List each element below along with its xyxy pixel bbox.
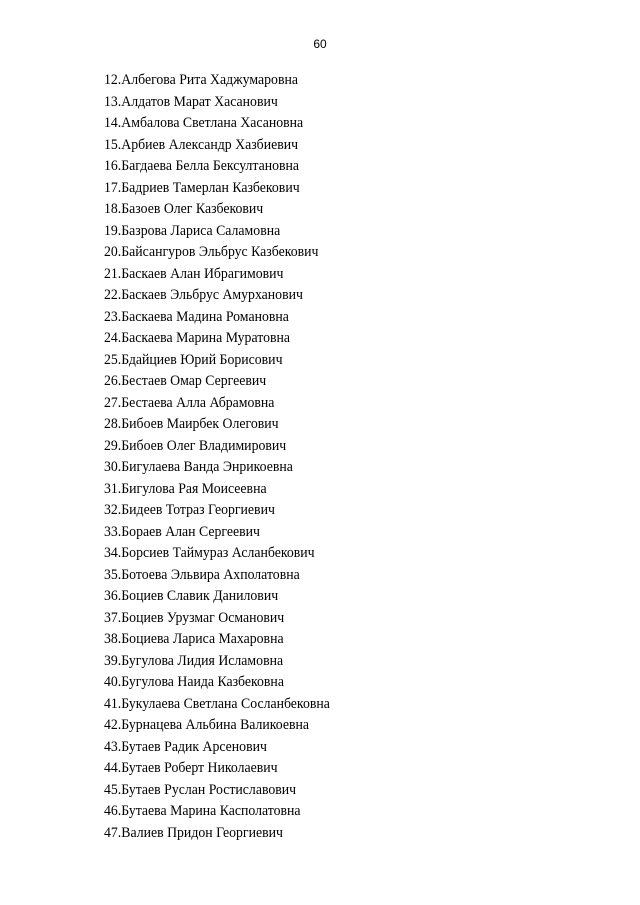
list-item: 16.Багдаева Белла Бексултановна	[104, 158, 300, 174]
page-number: 60	[313, 37, 327, 51]
list-item: 32.Бидеев Тотраз Георгиевич	[104, 502, 275, 518]
list-item: 31.Бигулова Рая Моисеевна	[104, 480, 267, 497]
list-item: 42.Бурнацева Альбина Валикоевна	[104, 717, 310, 733]
list-item: 26.Бестаев Омар Сергеевич	[104, 373, 267, 389]
list-item: 13.Алдатов Марат Хасанович	[104, 93, 278, 110]
list-item: 33.Бораев Алан Сергеевич	[104, 523, 260, 540]
list-item: 29.Бибоев Олег Владимирович	[104, 437, 287, 454]
list-item: 14.Амбалова Светлана Хасановна	[104, 115, 304, 131]
list-item: 37.Боциев Урузмаг Османович	[104, 609, 285, 626]
list-item: 17.Бадриев Тамерлан Казбекович	[104, 179, 300, 196]
list-item: 46.Бутаева Марина Касполатовна	[104, 803, 301, 819]
list-item: 38.Боциева Лариса Махаровна	[104, 631, 284, 647]
list-item: 47.Валиев Придон Георгиевич	[104, 824, 283, 841]
list-item: 27.Бестаева Алла Абрамовна	[104, 394, 275, 411]
list-item: 44.Бутаев Роберт Николаевич	[104, 760, 278, 776]
name-list	[104, 70, 350, 844]
list-item: 34.Борсиев Таймураз Асланбекович	[104, 545, 315, 561]
list-item: 25.Бдайциев Юрий Борисович	[104, 351, 283, 368]
list-item: 21.Баскаев Алан Ибрагимович	[104, 265, 284, 282]
list-item: 20.Байсангуров Эльбрус Казбекович	[104, 244, 319, 260]
list-item: 40.Бугулова Наида Казбековна	[104, 674, 284, 690]
list-item: 15.Арбиев Александр Хазбиевич	[104, 136, 299, 153]
list-item: 18.Базоев Олег Казбекович	[104, 201, 264, 217]
list-item: 45.Бутаев Руслан Ростиславович	[104, 781, 297, 798]
list-item: 41.Букулаева Светлана Сосланбековна	[104, 695, 330, 712]
list-item: 23.Баскаева Мадина Романовна	[104, 308, 289, 325]
list-item: 30.Бигулаева Ванда Энрикоевна	[104, 459, 293, 475]
list-item: 12.Албегова Рита Хаджумаровна	[104, 72, 298, 88]
list-item: 22.Баскаев Эльбрус Амурханович	[104, 287, 303, 303]
list-item: 24.Баскаева Марина Муратовна	[104, 330, 290, 346]
list-item: 35.Ботоева Эльвира Ахполатовна	[104, 566, 300, 583]
list-item: 19.Базрова Лариса Саламовна	[104, 222, 281, 239]
list-item: 43.Бутаев Радик Арсенович	[104, 738, 267, 755]
list-item: 39.Бугулова Лидия Исламовна	[104, 652, 284, 669]
list-item: 28.Бибоев Маирбек Олегович	[104, 416, 279, 432]
list-item: 36.Боциев Славик Данилович	[104, 588, 279, 604]
